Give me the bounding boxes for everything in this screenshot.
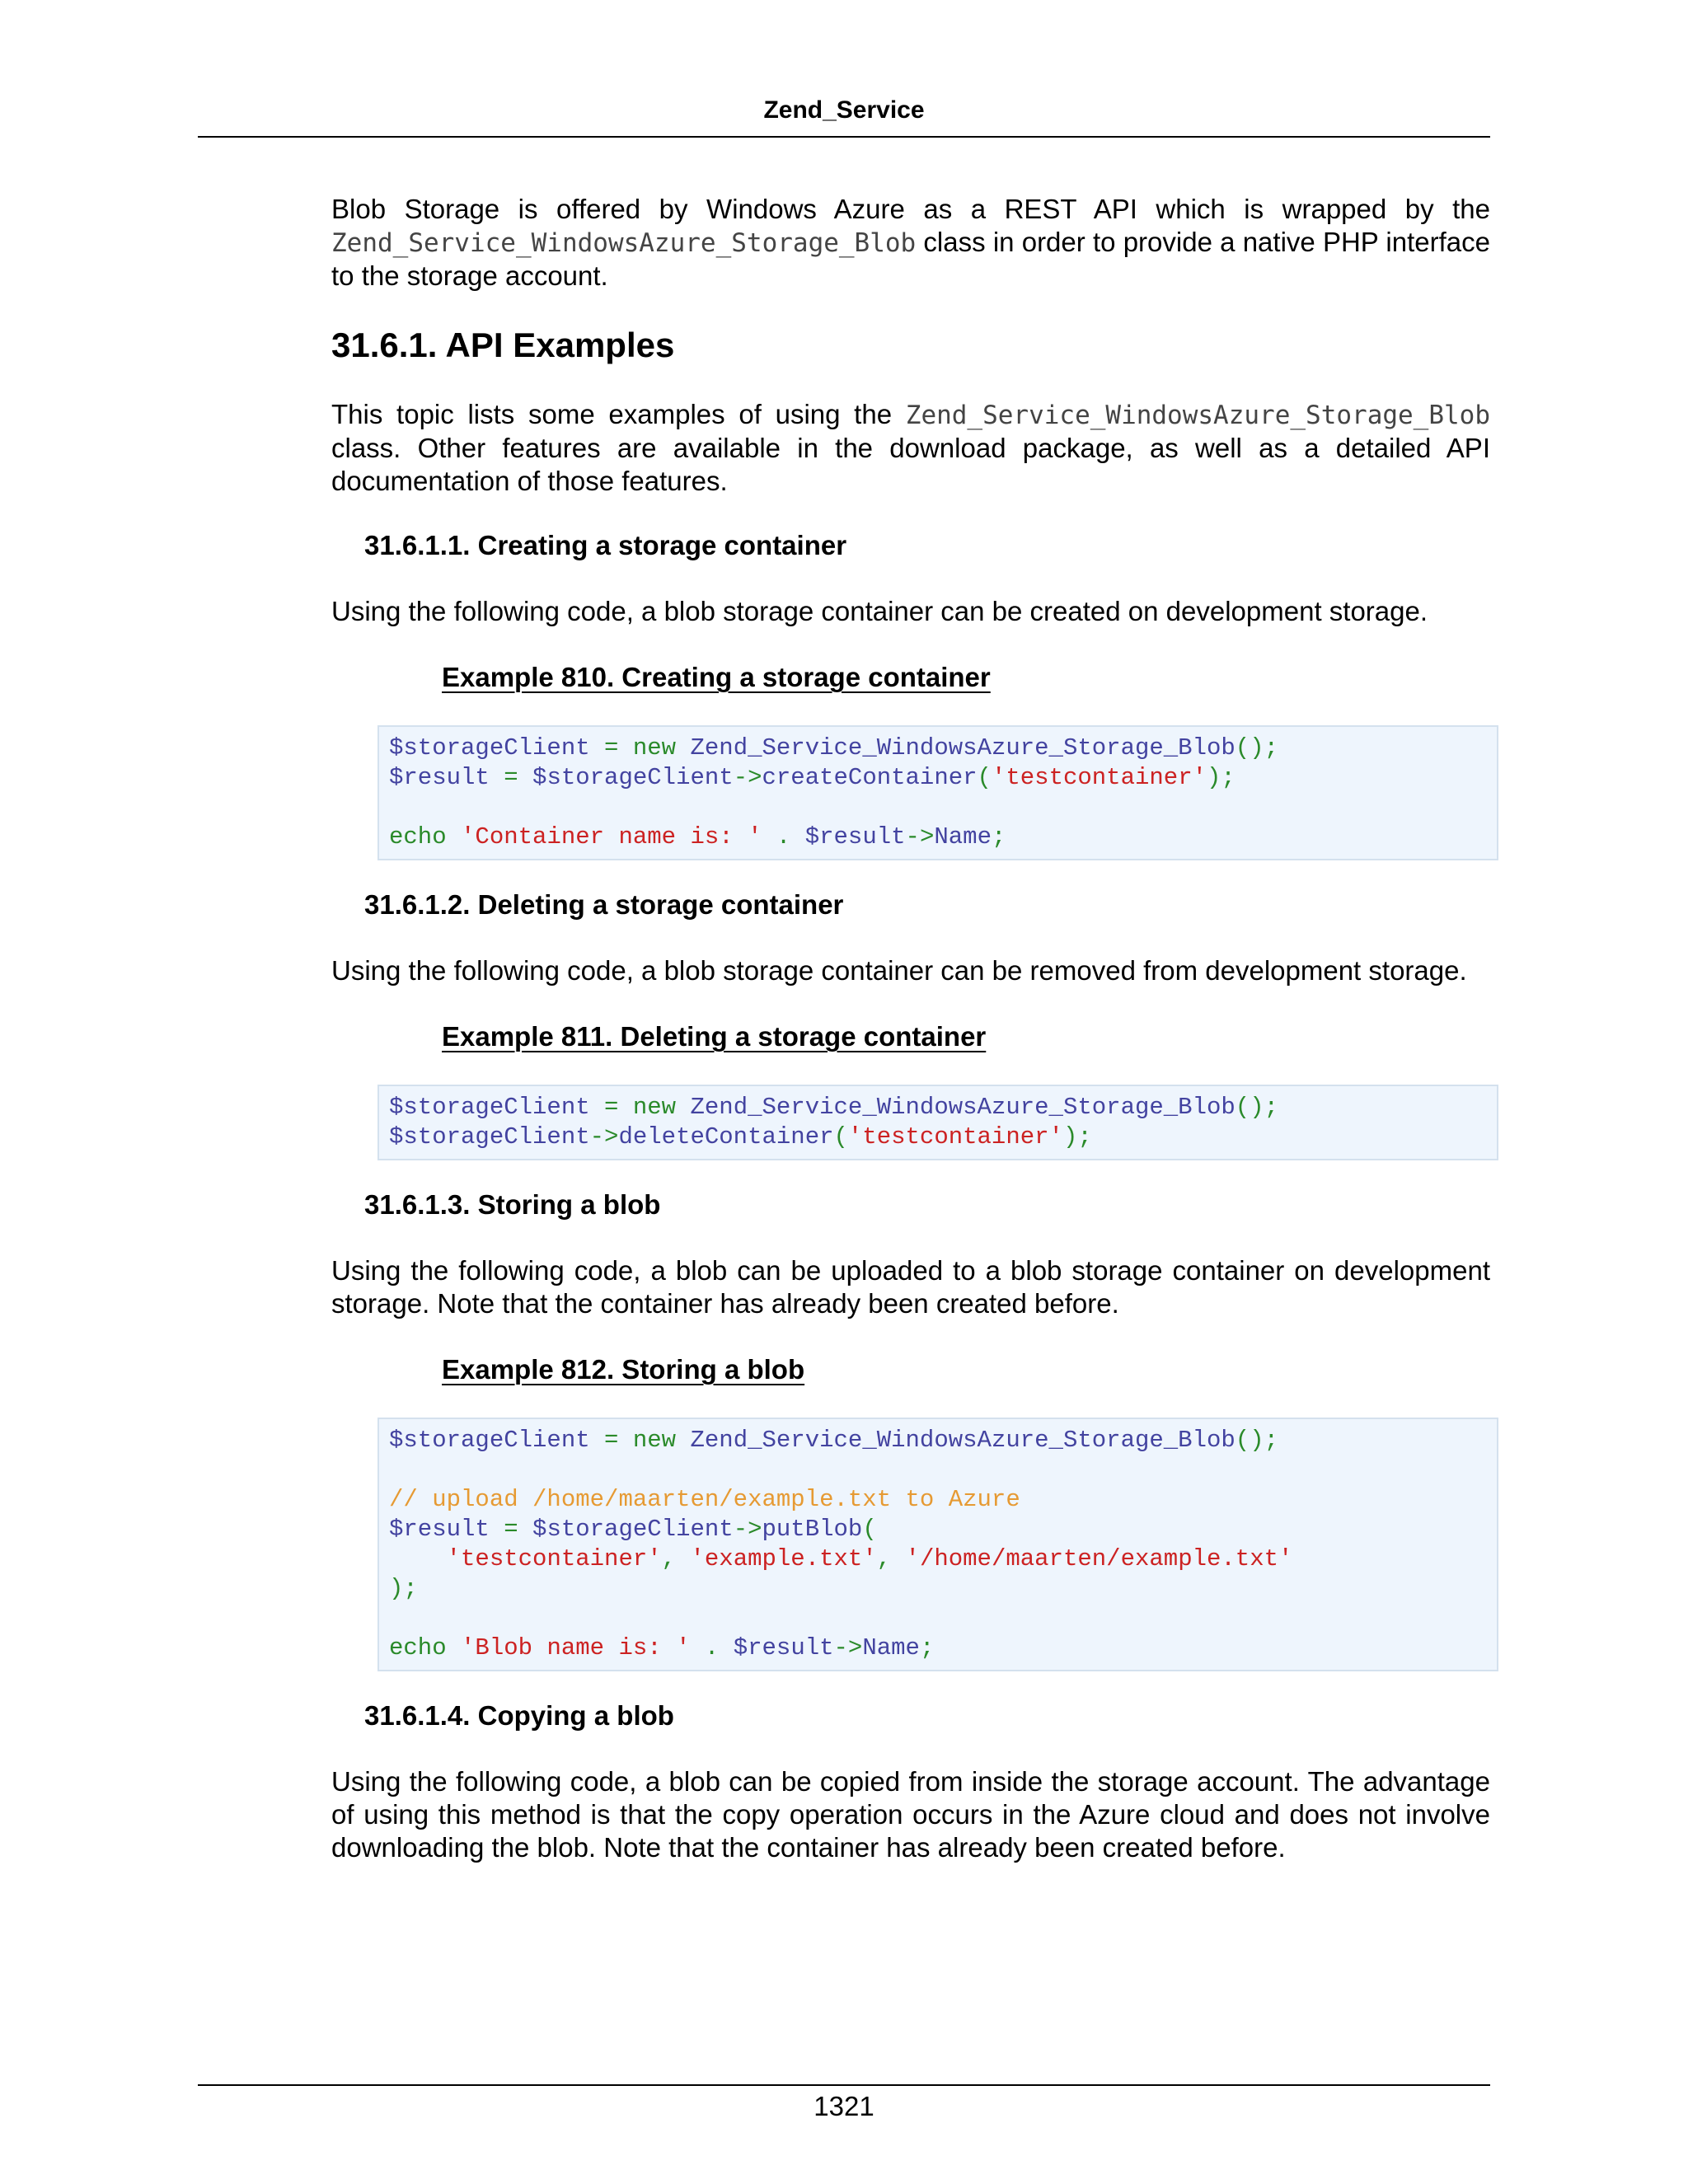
code-token-string: 'Blob name is: ' xyxy=(461,1634,691,1661)
code-token-comment: // upload /home/maarten/example.txt to Azure xyxy=(389,1486,1020,1513)
code-line xyxy=(389,1515,1487,1544)
code-token-variable: $storageClient xyxy=(518,764,734,791)
code-line xyxy=(389,823,1487,852)
code-token-identifier: deleteContainer xyxy=(618,1123,834,1151)
code-token-variable xyxy=(590,734,604,762)
example-title-811: Example 811. Deleting a storage container xyxy=(442,1021,987,1052)
footer-divider xyxy=(198,2084,1490,2086)
code-block-example-811 xyxy=(377,1085,1498,1160)
code-token-punctuation: ( xyxy=(833,1123,848,1151)
code-token-keyword: new xyxy=(632,1427,677,1454)
code-token-string: 'testcontainer' xyxy=(991,764,1207,791)
code-token-string: 'testcontainer' xyxy=(446,1545,662,1572)
code-token-operator: -> xyxy=(905,823,935,851)
code-block-example-812 xyxy=(377,1418,1498,1671)
section-paragraph xyxy=(331,398,1490,498)
code-token-operator: -> xyxy=(589,1123,619,1151)
code-token-punctuation: ; xyxy=(991,823,1006,851)
code-token-punctuation: , xyxy=(661,1545,691,1572)
code-token-punctuation: (); xyxy=(1235,1427,1279,1454)
code-token-variable: $storageClient xyxy=(389,1094,590,1121)
code-line xyxy=(389,763,1487,793)
subsection-title-copy-blob: 31.6.1.4. Copying a blob xyxy=(364,1700,674,1731)
code-token-variable xyxy=(618,734,632,762)
code-token-operator: -> xyxy=(733,1516,762,1543)
code-token-string: '/home/maarten/example.txt' xyxy=(905,1545,1293,1572)
code-token-variable xyxy=(618,1427,632,1454)
code-line xyxy=(389,1122,1487,1152)
code-line xyxy=(389,1604,1487,1633)
code-token-operator: -> xyxy=(833,1634,863,1661)
code-token-operator: = xyxy=(504,1516,518,1543)
code-token-operator: . xyxy=(762,823,805,851)
code-token-operator: = xyxy=(604,1094,619,1121)
code-token-variable: $result xyxy=(389,764,490,791)
code-token-identifier: Name xyxy=(934,823,992,851)
code-token-punctuation: ); xyxy=(389,1575,418,1602)
page-number: 1321 xyxy=(814,2091,874,2121)
code-line xyxy=(389,733,1487,763)
code-token-punctuation: ); xyxy=(1207,764,1236,791)
subsection-description-copy-blob: Using the following code, a blob can be copied from inside the storage account. The advantage of using this method is that the copy operation occurs in the Azure cloud and does not involve downloading the blob. Note that the container has already been created before. xyxy=(331,1766,1490,1863)
code-token-variable xyxy=(447,823,461,851)
code-token-identifier: Zend_Service_WindowsAzure_Storage_Blob xyxy=(676,1427,1236,1454)
code-token-variable: $storageClient xyxy=(389,1427,590,1454)
example-title-812: Example 812. Storing a blob xyxy=(442,1354,805,1385)
code-token-string: 'example.txt' xyxy=(690,1545,877,1572)
code-token-punctuation: ( xyxy=(862,1516,877,1543)
code-token-variable xyxy=(447,1634,461,1661)
subsection-title-store-blob: 31.6.1.3. Storing a blob xyxy=(364,1189,661,1220)
header-divider xyxy=(198,136,1490,138)
code-block-example-810 xyxy=(377,725,1498,860)
code-token-operator: = xyxy=(604,734,619,762)
section-text-before: This topic lists some examples of using the xyxy=(331,399,906,429)
code-line xyxy=(389,1455,1487,1485)
subsection-title-delete-container: 31.6.1.2. Deleting a storage container xyxy=(364,889,844,920)
code-token-string: 'testcontainer' xyxy=(847,1123,1063,1151)
code-token-punctuation: (); xyxy=(1235,1094,1279,1121)
code-token-identifier: createContainer xyxy=(762,764,978,791)
code-line xyxy=(389,1633,1487,1663)
code-token-operator: . xyxy=(690,1634,734,1661)
page-header: Zend_Service xyxy=(763,96,925,124)
code-line xyxy=(389,1485,1487,1515)
code-line xyxy=(389,1574,1487,1604)
code-token-variable xyxy=(490,764,504,791)
code-token-variable: $storageClient xyxy=(389,1123,590,1151)
code-token-variable: $result xyxy=(389,1516,490,1543)
code-token-variable xyxy=(590,1427,604,1454)
section-class-name: Zend_Service_WindowsAzure_Storage_Blob xyxy=(905,401,1490,430)
page-content xyxy=(331,193,1490,1864)
subsection-description-create-container: Using the following code, a blob storage container can be created on development storage. xyxy=(331,596,1428,626)
intro-paragraph xyxy=(331,193,1490,293)
code-token-identifier: putBlob xyxy=(762,1516,863,1543)
code-token-punctuation: ( xyxy=(977,764,992,791)
code-token-keyword: new xyxy=(632,734,677,762)
intro-class-name: Zend_Service_WindowsAzure_Storage_Blob xyxy=(331,228,917,258)
intro-text-after: class in order to provide a native PHP interface to the storage account. xyxy=(331,227,1490,291)
code-token-variable: $result xyxy=(804,823,906,851)
code-token-keyword: echo xyxy=(389,1634,447,1661)
code-token-variable xyxy=(590,1094,604,1121)
intro-text-before: Blob Storage is offered by Windows Azure as a REST API which is wrapped by the xyxy=(331,194,1490,224)
code-token-operator: = xyxy=(504,764,518,791)
code-token-variable xyxy=(618,1094,632,1121)
code-token-identifier: Zend_Service_WindowsAzure_Storage_Blob xyxy=(676,734,1236,762)
code-token-identifier: Name xyxy=(862,1634,920,1661)
code-token-variable xyxy=(490,1516,504,1543)
code-token-punctuation: (); xyxy=(1235,734,1279,762)
code-line xyxy=(389,793,1487,823)
code-token-operator: -> xyxy=(733,764,762,791)
code-token-punctuation: , xyxy=(876,1545,906,1572)
code-token-operator: = xyxy=(604,1427,619,1454)
code-line xyxy=(389,1544,1487,1574)
code-token-keyword: echo xyxy=(389,823,447,851)
code-token-punctuation: ; xyxy=(919,1634,935,1661)
code-line xyxy=(389,1426,1487,1455)
code-token-keyword: new xyxy=(632,1094,677,1121)
code-token-string: 'Container name is: ' xyxy=(461,823,762,851)
subsection-description-delete-container: Using the following code, a blob storage container can be removed from development storage. xyxy=(331,955,1467,986)
section-title: 31.6.1. API Examples xyxy=(331,326,675,364)
section-text-after: class. Other features are available in the download package, as well as a detailed API documentation of those features. xyxy=(331,433,1490,496)
code-token-variable: $storageClient xyxy=(518,1516,734,1543)
subsection-description-store-blob: Using the following code, a blob can be uploaded to a blob storage container on development storage. Note that the container has already been created before. xyxy=(331,1255,1490,1319)
subsection-title-create-container: 31.6.1.1. Creating a storage container xyxy=(364,530,847,560)
example-title-810: Example 810. Creating a storage container xyxy=(442,662,991,692)
code-token-variable xyxy=(389,1545,447,1572)
code-token-identifier: Zend_Service_WindowsAzure_Storage_Blob xyxy=(676,1094,1236,1121)
code-token-variable: $result xyxy=(733,1634,834,1661)
code-line xyxy=(389,1093,1487,1122)
code-token-punctuation: ); xyxy=(1062,1123,1092,1151)
code-token-variable: $storageClient xyxy=(389,734,590,762)
